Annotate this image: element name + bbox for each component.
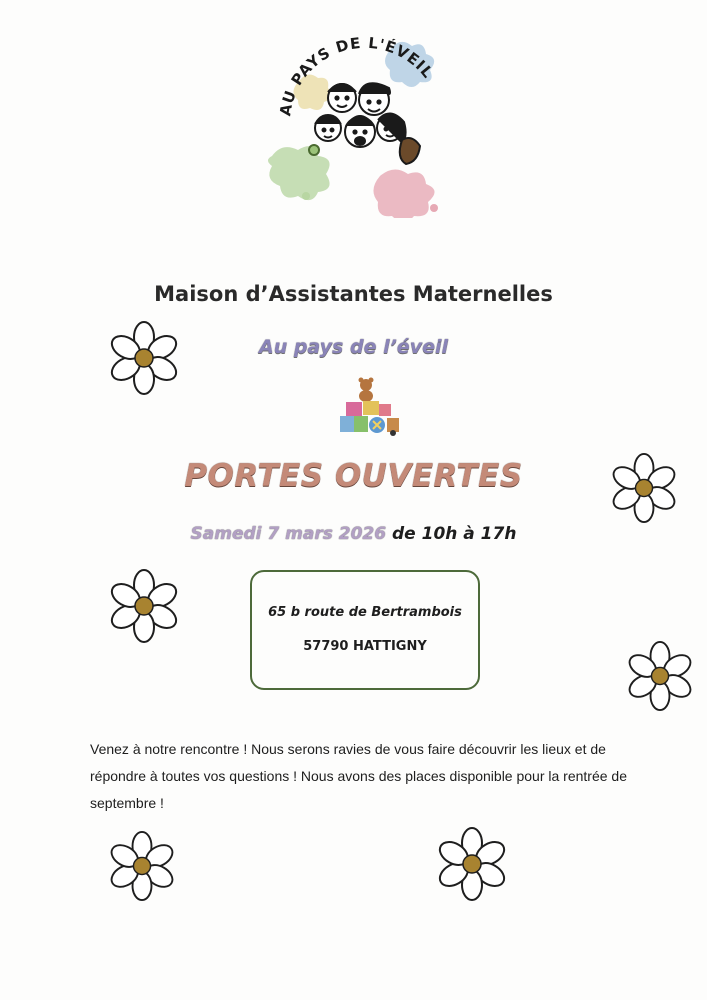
flower-icon [106,568,182,644]
event-date: Samedi 7 mars 2026 [190,524,387,544]
event-time: de 10h à 17h [392,524,517,544]
paint-splash-pink [373,169,438,218]
flower-icon [106,320,182,396]
flower-icon [624,640,696,712]
flower-icon [608,452,680,524]
event-date-line [0,524,707,544]
address-box [250,570,480,690]
invitation-message: Venez à notre rencontre ! Nous serons ravies de vous faire découvrir les lieux et de répondre à toutes vos questions ! Nous avons des places disponible pour la rentrée de septembre ! [90,741,628,811]
address-street: 65 b route de Bertrambois [268,605,462,620]
toys-pile-icon [333,376,403,438]
subtitle: Au pays de l’éveil [258,336,448,358]
logo-text: AU PAYS DE L'ÉVEIL [276,33,438,118]
headline: PORTES OUVERTES [184,458,523,494]
page-title: Maison d’Assistantes Maternelles [154,282,553,306]
paint-splash-green [268,146,330,200]
address-city: 57790 HATTIGNY [303,639,427,654]
flower-icon [106,830,178,902]
logo [262,28,462,218]
flower-icon [434,826,510,902]
